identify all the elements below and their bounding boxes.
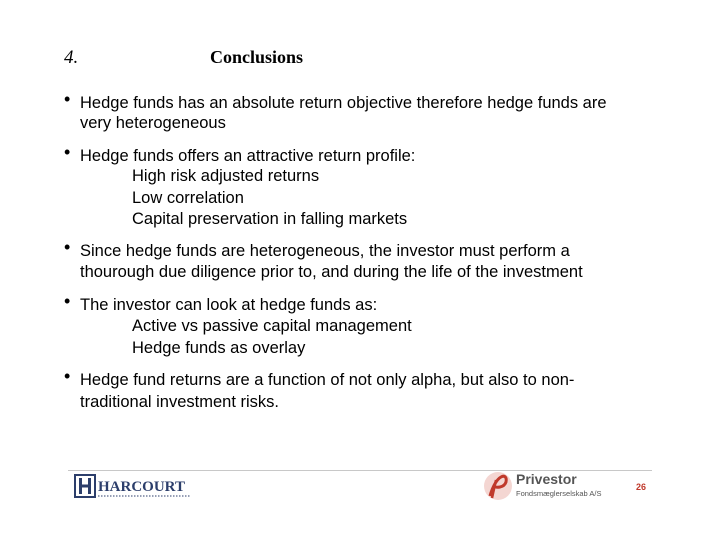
bullet-text: very heterogeneous [80, 114, 226, 132]
sub-item-text: High risk adjusted returns [132, 167, 320, 185]
bullet-text: Hedge funds offers an attractive return profile: [80, 147, 416, 165]
bullet-dot-icon: • [64, 366, 71, 386]
sub-item-text: Low correlation [132, 189, 244, 207]
bullet-text: Hedge funds has an absolute return objective therefore hedge funds are [80, 94, 607, 112]
bullet-dot-icon: • [64, 142, 71, 162]
bullet-text: traditional investment risks. [80, 393, 279, 411]
bullet-text: Since hedge funds are heterogeneous, the investor must perform a [80, 242, 570, 260]
harcourt-logo-name: HARCOURT [98, 479, 185, 495]
page-title: Conclusions [210, 47, 304, 67]
section-number: 4. [64, 47, 79, 68]
page-number: 26 [636, 482, 647, 492]
bullet-text: Hedge fund returns are a function of not only alpha, but also to non- [80, 371, 575, 389]
bullet-dot-icon: • [64, 89, 71, 109]
privestor-logo-tagline: Fondsmæglerselskab A/S [516, 489, 602, 498]
harcourt-logo [74, 474, 194, 505]
privestor-logo-name: Privestor [516, 471, 577, 487]
sub-item-text: Active vs passive capital management [132, 317, 412, 335]
privestor-logo [482, 470, 632, 507]
bullet-text: The investor can look at hedge funds as: [80, 296, 378, 314]
bullet-dot-icon: • [64, 237, 71, 257]
sub-item-text: Hedge funds as overlay [132, 339, 306, 357]
sub-item-text: Capital preservation in falling markets [132, 210, 408, 228]
bullet-text: thourough due diligence prior to, and during the life of the investment [80, 263, 583, 281]
bullet-dot-icon: • [64, 291, 71, 311]
